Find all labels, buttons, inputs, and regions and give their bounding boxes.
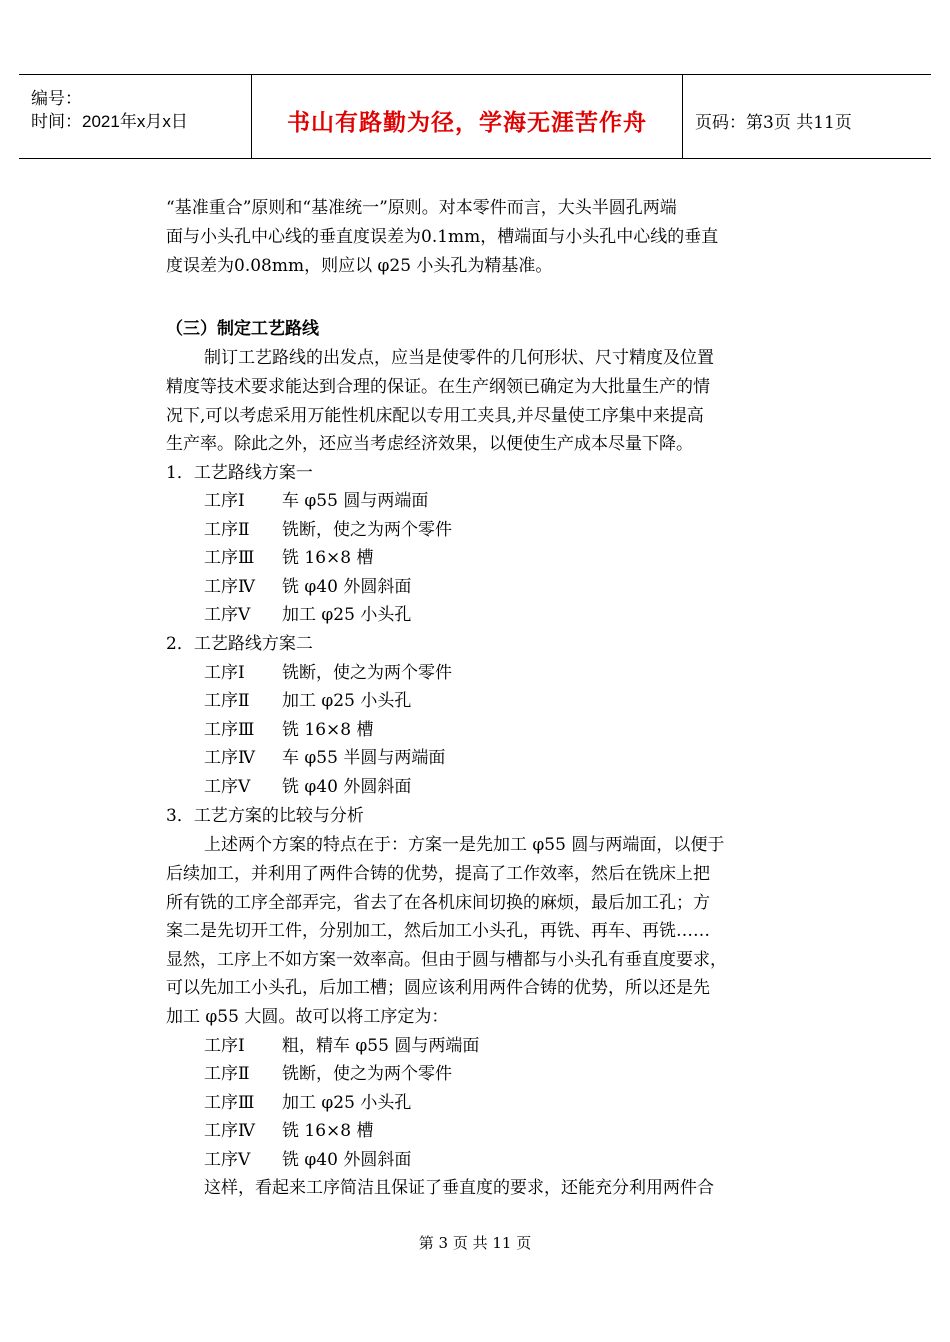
- paragraph-line: 面与小头孔中心线的垂直度误差为0.1mm，槽端面与小头孔中心线的垂直: [166, 227, 719, 247]
- step-label: 工序Ⅰ: [204, 1036, 245, 1056]
- paragraph-line: 可以先加工小头孔，后加工槽；圆应该利用两件合铸的优势，所以还是先: [166, 978, 710, 998]
- step-label: 工序Ⅱ: [204, 520, 250, 540]
- final-step: [204, 1059, 452, 1084]
- step-text: 加工 φ25 小头孔: [282, 691, 412, 711]
- plan2-step: [204, 715, 374, 740]
- compare-title: 3．工艺方案的比较与分析: [166, 806, 364, 826]
- step-label: 工序Ⅱ: [204, 1064, 250, 1084]
- step-label: 工序Ⅱ: [204, 691, 250, 711]
- paragraph-line: 案二是先切开工件，分别加工，然后加工小头孔，再铣、再车、再铣……: [166, 921, 710, 941]
- section-title: （三）制定工艺路线: [166, 319, 319, 339]
- page-footer: 第 3 页 共 11 页: [418, 1234, 532, 1252]
- step-label: 工序Ⅳ: [204, 748, 255, 768]
- header-middle-cell: [252, 75, 683, 158]
- paragraph-line: 显然，工序上不如方案一效率高。但由于圆与槽都与小头孔有垂直度要求，: [166, 950, 727, 970]
- step-label: 工序Ⅴ: [204, 777, 251, 797]
- step-label: 工序Ⅰ: [204, 663, 245, 683]
- paragraph-line: 所有铣的工序全部弄完，省去了在各机床间切换的麻烦，最后加工孔；方: [166, 893, 710, 913]
- step-label: 工序Ⅲ: [204, 1093, 255, 1113]
- step-text: 车 φ55 圆与两端面: [282, 491, 429, 511]
- header-page-code: 页码：第3页 共11页: [695, 113, 852, 133]
- plan1-step: [204, 543, 374, 568]
- final-step: [204, 1088, 411, 1113]
- step-text: 铣 16×8 槽: [282, 720, 374, 740]
- step-text: 铣 φ40 外圆斜面: [282, 1150, 412, 1170]
- plan1-title: 1．工艺路线方案一: [166, 463, 313, 483]
- step-text: 铣 φ40 外圆斜面: [282, 777, 412, 797]
- step-label: 工序Ⅲ: [204, 548, 255, 568]
- step-label: 工序Ⅳ: [204, 577, 255, 597]
- paragraph-line: 制订工艺路线的出发点，应当是使零件的几何形状、尺寸精度及位置: [204, 348, 714, 368]
- step-text: 铣 16×8 槽: [282, 1121, 374, 1141]
- plan2-step: [204, 686, 411, 711]
- header-motto: 书山有路勤为径，学海无涯苦作舟: [287, 110, 647, 136]
- step-text: 铣断，使之为两个零件: [282, 1064, 452, 1084]
- final-step: [204, 1116, 374, 1141]
- plan2-title: 2．工艺路线方案二: [166, 634, 313, 654]
- plan1-step: [204, 572, 411, 597]
- paragraph-line: “基准重合”原则和“基准统一”原则。对本零件而言，大头半圆孔两端: [166, 198, 677, 218]
- step-text: 铣断，使之为两个零件: [282, 663, 452, 683]
- step-text: 加工 φ25 小头孔: [282, 1093, 412, 1113]
- step-label: 工序Ⅲ: [204, 720, 255, 740]
- step-label: 工序Ⅳ: [204, 1121, 255, 1141]
- step-text: 铣断，使之为两个零件: [282, 520, 452, 540]
- plan1-step: [204, 600, 411, 625]
- paragraph-line: 精度等技术要求能达到合理的保证。在生产纲领已确定为大批量生产的情: [166, 377, 710, 397]
- final-step: [204, 1145, 411, 1170]
- paragraph-line: 这样，看起来工序简洁且保证了垂直度的要求，还能充分利用两件合: [204, 1178, 714, 1198]
- paragraph-line: 况下,可以考虑采用万能性机床配以专用工夹具,并尽量使工序集中来提高: [166, 406, 704, 426]
- paragraph-line: 生产率。除此之外，还应当考虑经济效果，以便使生产成本尽量下降。: [166, 434, 693, 454]
- step-text: 车 φ55 半圆与两端面: [282, 748, 446, 768]
- step-label: 工序Ⅰ: [204, 491, 245, 511]
- header-right-cell: [683, 75, 931, 158]
- plan2-step: [204, 658, 452, 683]
- plan1-step: [204, 515, 452, 540]
- paragraph-line: 加工 φ55 大圆。故可以将工序定为：: [166, 1007, 449, 1027]
- document-header: [19, 74, 931, 159]
- plan2-step: [204, 772, 411, 797]
- plan2-step: [204, 743, 445, 768]
- time-label: 时间：2021年x月x日: [31, 112, 188, 131]
- header-left-cell: [19, 75, 252, 158]
- step-label: 工序Ⅴ: [204, 1150, 251, 1170]
- step-text: 粗，精车 φ55 圆与两端面: [282, 1036, 480, 1056]
- paragraph-line: 后续加工，并利用了两件合铸的优势，提高了工作效率，然后在铣床上把: [166, 864, 710, 884]
- step-text: 铣 φ40 外圆斜面: [282, 577, 412, 597]
- step-text: 加工 φ25 小头孔: [282, 605, 412, 625]
- number-label: 编号：: [31, 89, 82, 108]
- paragraph-line: 度误差为0.08mm，则应以 φ25 小头孔为精基准。: [166, 256, 553, 276]
- plan1-step: [204, 486, 428, 511]
- final-step: [204, 1031, 479, 1056]
- step-text: 铣 16×8 槽: [282, 548, 374, 568]
- paragraph-line: 上述两个方案的特点在于：方案一是先加工 φ55 圆与两端面，以便于: [204, 835, 725, 855]
- step-label: 工序Ⅴ: [204, 605, 251, 625]
